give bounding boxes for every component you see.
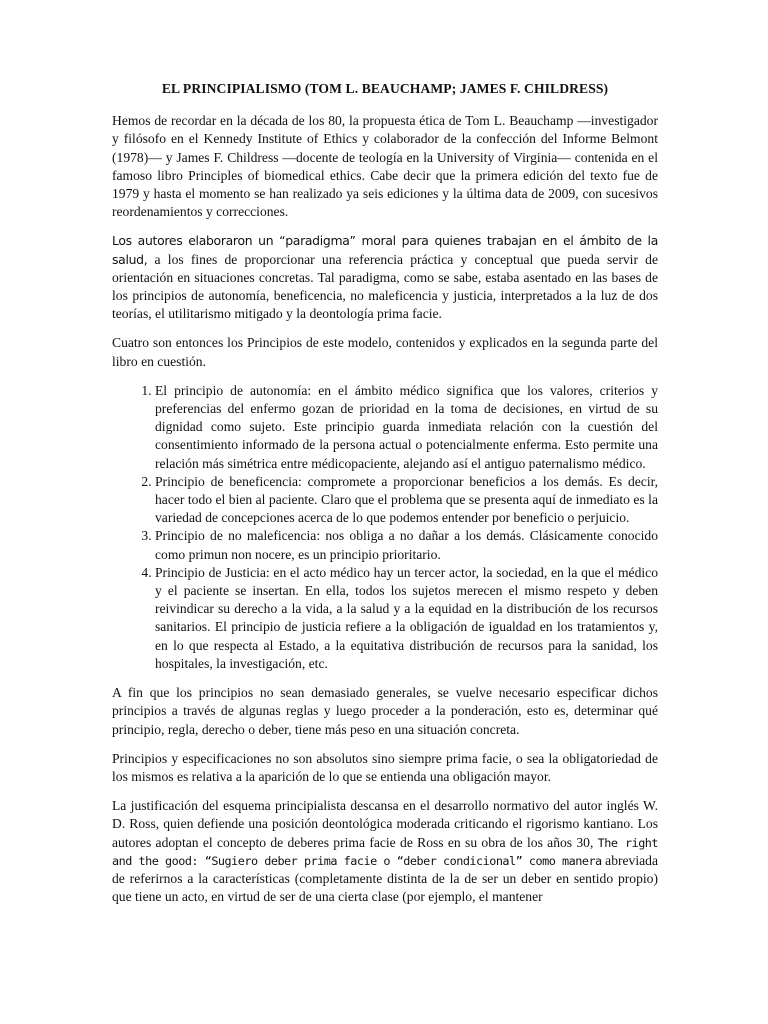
principles-list: [112, 382, 658, 673]
paragraph-prima-facie: Principios y especificaciones no son absolutos sino siempre prima facie, o sea la obligatoriedad de los mismos es relativa a la aparición de lo que se entienda una obligación mayor.: [112, 750, 658, 784]
paragraph-ross: [112, 797, 658, 906]
paragraph-ross-c: abreviada de referirnos a la características (completamente distinta de la de ser un deber en sentido propio) que tiene un acto, en virtud de ser de una cierta clase (por ejemplo, el mantener: [112, 852, 658, 905]
paragraph-paradigm-rest: a los fines de proporcionar una referencia práctica y conceptual que pueda servir de orientación en situaciones concretas. Tal paradigma, como se sabe, estaba asentado en las bases de los principios de autonomía, beneficencia, no maleficencia y justicia, interpretados a la luz de dos teorías, el utilitarismo mitigado y la deontología prima facie.: [112, 251, 658, 322]
list-item-justice: 4. Principio de Justicia: en el acto médico hay un tercer actor, la sociedad, en la que el médico y el paciente se insertan. En ella, todos los sujetos merecen el mismo respeto y deben reivindicar su derecho a la vida, a la salud y a la equidad en la distribución de los recursos sanitarios. El principio de justicia refiere a la obligación de igualdad en los tratamientos y, en lo que respecta al Estado, a la equitativa distribución de recursos para la sanidad, los hospitales, la investigación, etc.: [155, 564, 658, 673]
paragraph-intro: Hemos de recordar en la década de los 80, la propuesta ética de Tom L. Beauchamp —investigador y filósofo en el Kennedy Institute of Ethics y colaborador de la confección del Informe Belmont (1978)— y James F. Childress —docente de teología en la University of Virginia— contenida en el famoso libro Principles of biomedical ethics. Cabe decir que la primera edición del texto fue de 1979 y hasta el momento se han realizado ya seis ediciones y la última data de 2009, con sucesivos reordenamientos y correcciones.: [112, 113, 658, 220]
paragraph-ross-a: La justificación del esquema principialista descansa en el desarrollo normativo del autor inglés W. D. Ross, quien defiende una posición deontológica moderada criticando el rigorismo kantiano. Los autores adoptan el concepto de deberes prima facie de Ross en su obra de los años 30,: [112, 798, 658, 850]
list-item-non-maleficence: 3. Principio de no maleficencia: nos obliga a no dañar a los demás. Clásicamente conocido como primun non nocere, es un principio prioritario.: [155, 527, 658, 563]
paragraph-paradigm: [112, 232, 658, 323]
paragraph-ross-quote: The right and the good: “Sugiero deber prima facie o “deber condicional” como manera: [112, 835, 658, 868]
paragraph-specification: A fin que los principios no sean demasiado generales, se vuelve necesario especificar dichos principios a través de algunas reglas y luego proceder a la ponderación, esto es, determinar qué principio, regla, derecho o deber, tiene más peso en una situación concreta.: [112, 685, 658, 737]
document-page: [112, 80, 658, 917]
paragraph-paradigm-lead: Los autores elaboraron un “paradigma” moral para quienes trabajan en el ámbito de la salud,: [112, 233, 658, 267]
paragraph-four-principles: Cuatro son entonces los Principios de este modelo, contenidos y explicados en la segunda parte del libro en cuestión.: [112, 335, 658, 369]
list-item-beneficence: 2. Principio de beneficencia: compromete a proporcionar beneficios a los demás. Es decir, hacer todo el bien al paciente. Claro que el problema que se presenta aquí de inmediato es la variedad de concepciones acerca de lo que podemos entender por beneficio o perjuicio.: [155, 473, 658, 528]
list-item-autonomy: 1. El principio de autonomía: en el ámbito médico significa que los valores, criterios y preferencias del enfermo gozan de prioridad en la toma de decisiones, en virtud de su dignidad como sujeto. Este principio guarda inmediata relación con la cuestión del consentimiento informado de la persona actual o potencialmente enferma. Esto permite una relación más simétrica entre médicopaciente, alejando así el antiguo paternalismo médico.: [155, 382, 658, 473]
document-title: EL PRINCIPIALISMO (TOM L. BEAUCHAMP; JAMES F. CHILDRESS): [161, 81, 609, 96]
